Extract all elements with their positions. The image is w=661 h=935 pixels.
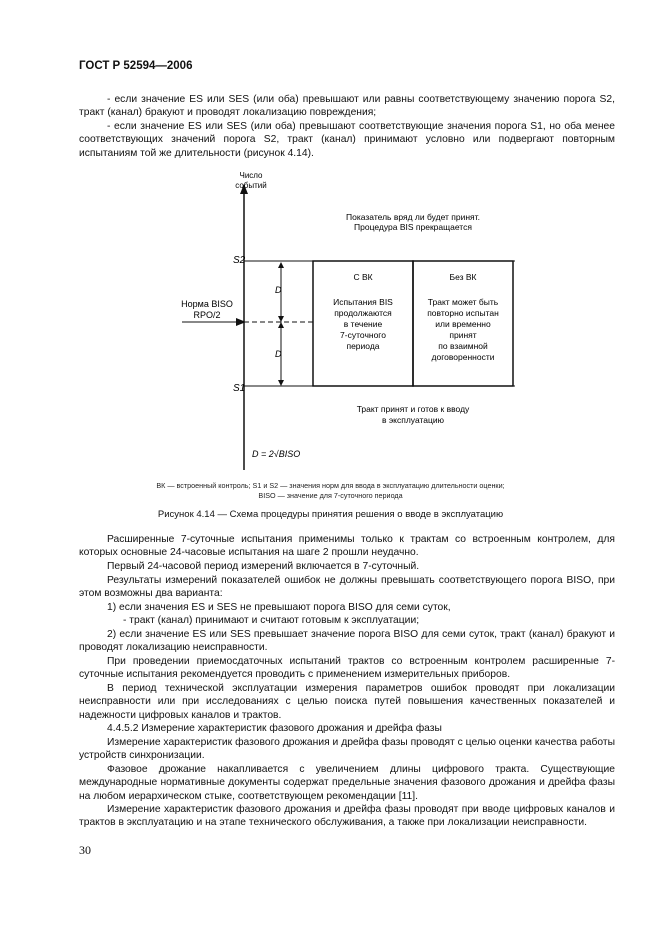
body-paragraph: Расширенные 7-суточные испытания применимы только к трактам со встроенным контролем, для которых основные 24-часовые испытания на шаге 2 прошли неудачно. <box>79 534 615 559</box>
body-paragraph: В период технической эксплуатации измерения параметров ошибок проводят при локализации неисправности или при исследованиях с целью поиска путей повышения качественных показателей и надежности цифровых каналов и трактов. <box>79 683 615 721</box>
box-right-line: или временно <box>435 319 491 329</box>
paragraph-threshold-s1: - если значение ES или SES (или оба) превышают соответствующие значения порога S1, но оба менее соответствующих значений порога S2, тракт (канал) принимают условно или подвергают повторным испытаниям той же длительности (рисунок 4.14). <box>79 121 615 159</box>
body-paragraph: 1) если значения ES и SES не превышают порога BISO для семи суток, <box>107 602 451 613</box>
y-axis-label-line1: Число <box>239 171 263 180</box>
box-left-title: С ВК <box>353 272 373 282</box>
figure-caption: Рисунок 4.14 — Схема процедуры принятия решения о вводе в эксплуатацию <box>157 509 504 520</box>
bottom-decision-line1: Тракт принят и готов к вводу <box>356 404 470 414</box>
figure-legend <box>0 481 661 501</box>
box-left-line: в течение <box>343 319 383 329</box>
box-right-line: повторно испытан <box>427 308 499 318</box>
page-number: 30 <box>79 843 91 857</box>
formula: D = 2√BISO <box>252 449 301 459</box>
norm-label-line2: RPO/2 <box>193 310 221 320</box>
top-decision-line1: Показатель вряд ли будет принят. <box>346 212 480 222</box>
top-decision-line2: Процедура BIS прекращается <box>354 222 472 232</box>
d-arrow-mid-down-icon <box>278 316 284 322</box>
box-left-line: Испытания BIS <box>333 297 393 307</box>
box-right-line: принят <box>449 330 477 340</box>
d-arrow-top-icon <box>278 262 284 268</box>
legend-line2: BISO — значение для 7-суточного периода <box>258 491 403 500</box>
bottom-decision-line2: в эксплуатацию <box>381 415 445 425</box>
body-paragraph: 2) если значение ES или SES превышает значение порога BISO для семи суток, тракт (канал) бракуют и проводят локализацию неисправности. <box>79 629 615 654</box>
body-paragraph: - тракт (канал) принимают и считают готовым к эксплуатации; <box>123 615 420 626</box>
d-label-lower: D <box>275 349 282 359</box>
box-right-line: Тракт может быть <box>427 297 499 307</box>
body-paragraph: Фазовое дрожание накапливается с увеличением длины цифрового тракта. Существующие международные нормативные документы содержат предельные значения фазового дрожания и дрейфа фазы на любом иерархическом стыке, соответствующем рекомендации [11]. <box>79 764 615 802</box>
box-right-title: Без ВК <box>449 272 477 282</box>
norm-label-line1: Норма BISO <box>181 299 233 309</box>
s1-label: S1 <box>233 383 246 394</box>
d-arrow-bottom-icon <box>278 380 284 386</box>
box-left-line: периода <box>346 341 380 351</box>
s2-label: S2 <box>233 255 246 266</box>
box-left-line: продолжаются <box>334 308 392 318</box>
body-paragraph: Первый 24-часовой период измерений включается в 7-суточный. <box>107 561 420 572</box>
d-label-upper: D <box>275 285 282 295</box>
body-paragraph: Результаты измерений показателей ошибок не должны превышать соответствующего порога BISO, при этом возможны два варианта: <box>79 575 615 600</box>
box-left-line: 7-суточного <box>340 330 386 340</box>
body-paragraph: Измерение характеристик фазового дрожания и дрейфа фазы проводят с целью оценки качества работы устройств синхронизации. <box>79 737 615 762</box>
legend-line1: ВК — встроенный контроль; S1 и S2 — значения норм для ввода в эксплуатацию длительности оценки; <box>156 481 505 490</box>
box-right-line: договоренности <box>431 352 495 362</box>
y-axis-label-line2: событий <box>235 181 267 190</box>
body-paragraph: При проведении приемосдаточных испытаний трактов со встроенным контролем расширенные 7-суточные испытания рекомендуется проводить с применением измерительных приборов. <box>79 656 615 681</box>
document-header: ГОСТ Р 52594—2006 <box>79 60 193 72</box>
box-right-line: по взаимной <box>438 341 488 351</box>
paragraph-threshold-s2: - если значение ES или SES (или оба) превышают или равны соответствующему значению порога S2, тракт (канал) бракуют и проводят локализацию повреждения; <box>79 94 615 119</box>
d-arrow-mid-up-icon <box>278 322 284 328</box>
body-paragraph: Измерение характеристик фазового дрожания и дрейфа фазы проводят при вводе цифровых каналов и трактов в эксплуатацию и на этапе технического обслуживания, а также при локализации неисправности. <box>79 804 615 829</box>
section-heading: 4.4.5.2 Измерение характеристик фазового дрожания и дрейфа фазы <box>107 723 442 734</box>
